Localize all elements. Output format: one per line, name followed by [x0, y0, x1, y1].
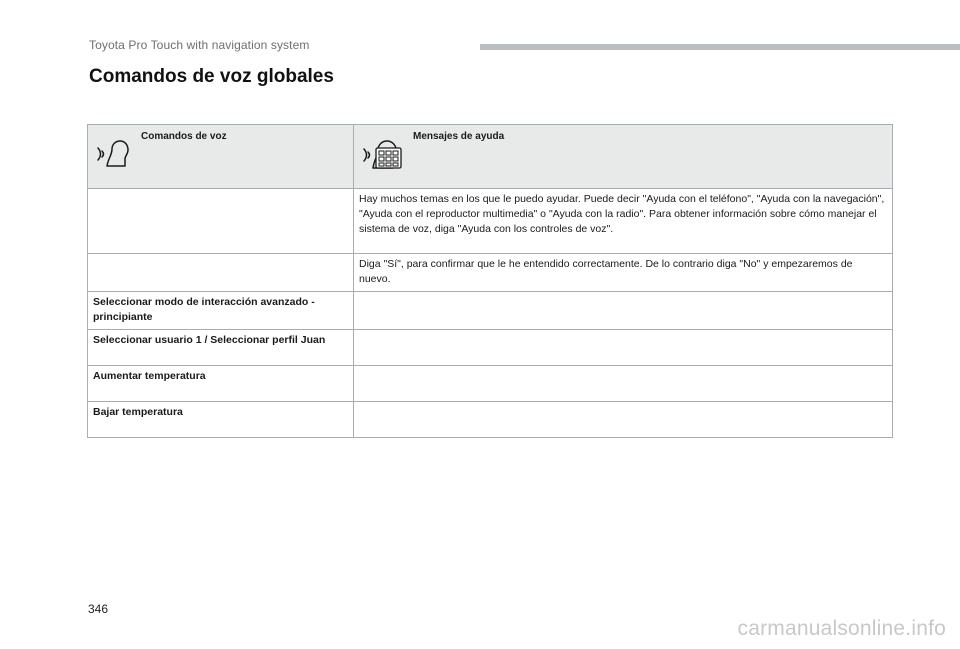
- voice-commands-table: [87, 124, 893, 438]
- table-row: [88, 254, 893, 292]
- help-cell: [354, 402, 893, 438]
- table-row: [88, 292, 893, 330]
- command-cell: [88, 254, 354, 292]
- help-cell: [354, 366, 893, 402]
- header-help-label: Mensajes de ayuda: [413, 131, 505, 142]
- watermark: carmanualsonline.info: [737, 617, 946, 640]
- table-row: [88, 330, 893, 366]
- help-cell: Diga "Sí", para confirmar que le he entendido correctamente. De lo contrario diga "No" y empezaremos de nuevo.: [354, 254, 893, 292]
- command-cell: Bajar temperatura: [88, 402, 354, 438]
- table-row: [88, 366, 893, 402]
- voice-help-keypad-icon: [359, 135, 405, 173]
- help-cell: Hay muchos temas en los que le puedo ayudar. Puede decir "Ayuda con el teléfono", "Ayuda con la navegación", "Ayuda con el reproductor multimedia" o "Ayuda con la radio". Para obtener información sobre cómo manejar el sistema de voz, diga "Ayuda con los controles de voz".: [354, 189, 893, 254]
- table-header-row: [88, 125, 893, 189]
- page-number: 346: [88, 602, 109, 616]
- running-title: Toyota Pro Touch with navigation system: [89, 38, 310, 52]
- header-commands-label: Comandos de voz: [141, 131, 227, 142]
- command-cell: Aumentar temperatura: [88, 366, 354, 402]
- table-row: [88, 402, 893, 438]
- header-cell-help: [354, 125, 893, 189]
- command-cell: Seleccionar modo de interacción avanzado - principiante: [88, 292, 354, 330]
- help-cell: [354, 292, 893, 330]
- table-row: [88, 189, 893, 254]
- page-title: Comandos de voz globales: [89, 66, 334, 87]
- command-cell: [88, 189, 354, 254]
- header-bar: [480, 44, 960, 50]
- help-cell: [354, 330, 893, 366]
- voice-command-icon: [93, 135, 133, 171]
- command-cell: Seleccionar usuario 1 / Seleccionar perfil Juan: [88, 330, 354, 366]
- header-cell-commands: [88, 125, 354, 189]
